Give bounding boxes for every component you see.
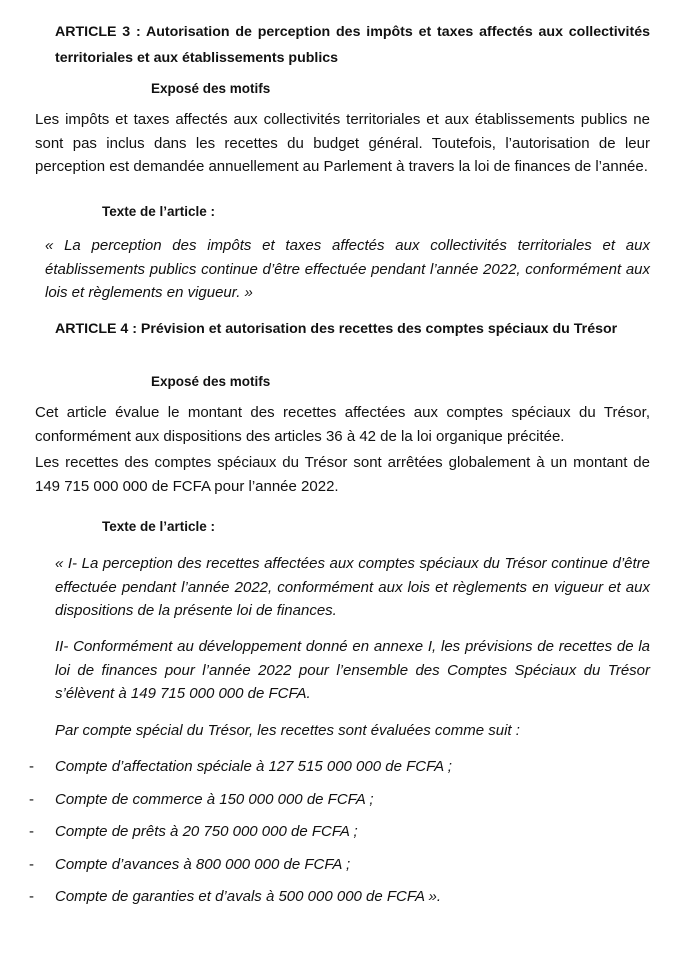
article-3-title: ARTICLE 3 : Autorisation de perception des impôts et taxes affectés aux collectivités territoriales et aux établissements publics (55, 24, 650, 66)
bullet-text: Compte d’avances à 800 000 000 de FCFA ; (55, 856, 351, 873)
article-4-title: ARTICLE 4 : Prévision et autorisation des recettes des comptes spéciaux du Trésor (55, 321, 618, 337)
article-4-expose-p2: Les recettes des comptes spéciaux du Trésor sont arrêtées globalement à un montant de 149 715 000 000 de FCFA pour l’année 2022. (35, 454, 650, 495)
bullet-dash: - (29, 856, 34, 873)
article-4-quote-p1: « I- La perception des recettes affectées aux comptes spéciaux du Trésor continue d’être effectuée pendant l’année 2022, conformément aux lois et règlements en vigueur et aux dispositions de la présente loi de finances. (55, 555, 650, 619)
bullet-text: Compte de prêts à 20 750 000 000 de FCFA ; (55, 823, 358, 840)
article-3-texte-heading: Texte de l’article : (102, 204, 216, 219)
bullet-text: Compte d’affectation spéciale à 127 515 000 000 de FCFA ; (55, 758, 452, 775)
article-4-expose-p1: Cet article évalue le montant des recettes affectées aux comptes spéciaux du Trésor, conformément aux dispositions des articles 36 à 42 de la loi organique précitée. (35, 404, 650, 445)
article-3-quote: « La perception des impôts et taxes affectés aux collectivités territoriales et aux établissements publics continue d’être effectuée pendant l’année 2022, conformément aux lois et règlements en vigueur. » (45, 237, 650, 301)
bullet-dash: - (29, 791, 34, 808)
list-item (29, 790, 649, 810)
list-item (29, 855, 649, 875)
article-4-expose-heading: Exposé des motifs (151, 374, 271, 389)
article-4-quote-p2: II- Conformément au développement donné en annexe I, les prévisions de recettes de la loi de finances pour l’année 2022 pour l’ensemble des Comptes Spéciaux du Trésor s’élèvent à 149 715 000 000 de FCFA. (55, 638, 650, 702)
list-item (29, 887, 649, 907)
article-4-quote-p3: Par compte spécial du Trésor, les recettes sont évaluées comme suit : (55, 722, 520, 739)
article-3-expose-heading: Exposé des motifs (151, 81, 271, 96)
list-item (29, 822, 649, 842)
list-item (29, 757, 649, 777)
bullet-dash: - (29, 888, 34, 905)
bullet-dash: - (29, 758, 34, 775)
article-3-expose-text: Les impôts et taxes affectés aux collectivités territoriales et aux établissements publics ne sont pas inclus dans les recettes du budget général. Toutefois, l’autorisation de leur perception est demandée annuellement au Parlement à travers la loi de finances de l’année. (35, 111, 650, 175)
bullet-dash: - (29, 823, 34, 840)
article-4-texte-heading: Texte de l’article : (102, 519, 216, 534)
bullet-text: Compte de commerce à 150 000 000 de FCFA ; (55, 791, 374, 808)
bullet-text: Compte de garanties et d’avals à 500 000 000 de FCFA ». (55, 888, 442, 905)
